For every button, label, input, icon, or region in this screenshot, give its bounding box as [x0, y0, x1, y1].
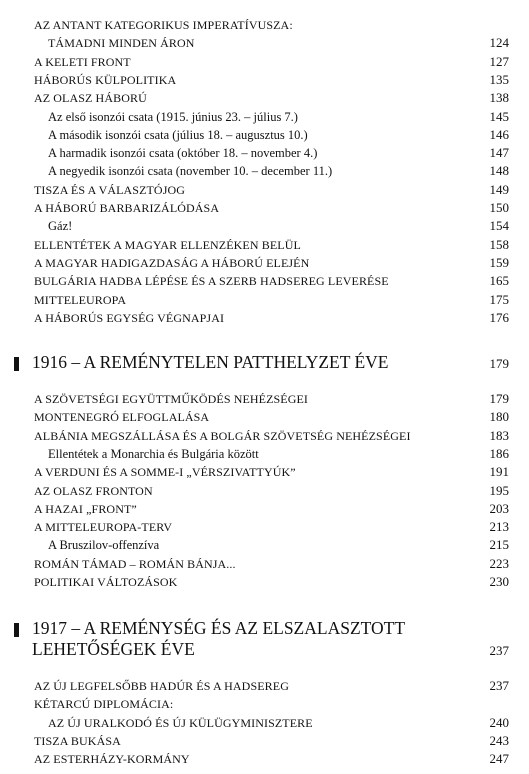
toc-page-number: 147: [489, 145, 509, 160]
toc-page-number: 237: [489, 678, 509, 693]
toc-entry-title: Gáz!: [48, 219, 73, 233]
toc-entry[interactable]: [0, 482, 529, 502]
toc-entry-title: AZ OLASZ FRONTON: [34, 484, 153, 498]
toc-page-number: 138: [489, 90, 509, 105]
toc-page-number: 213: [489, 519, 509, 534]
toc-entry-title: A KELETI FRONT: [34, 55, 131, 69]
toc-entry-title: A HÁBORÚS EGYSÉG VÉGNAPJAI: [34, 311, 225, 325]
toc-entry[interactable]: [0, 732, 529, 752]
toc-entry[interactable]: [0, 217, 529, 237]
toc-entry[interactable]: [0, 518, 529, 538]
toc-page-number: 148: [489, 163, 509, 178]
toc-entry[interactable]: [0, 254, 529, 274]
toc-entry[interactable]: [0, 89, 529, 109]
toc-entry[interactable]: [0, 427, 529, 447]
toc-page-number: 124: [489, 35, 509, 50]
toc-page-number: 247: [489, 751, 509, 766]
toc-entry-title: AZ ANTANT KATEGORIKUS IMPERATÍVUSZA:: [34, 18, 293, 32]
toc-entry[interactable]: [0, 144, 529, 164]
toc-entry[interactable]: [0, 291, 529, 311]
toc-page-number: 159: [489, 255, 509, 270]
toc-page-number: 230: [489, 574, 509, 589]
toc-entry-title: AZ ESTERHÁZY-KORMÁNY: [34, 752, 190, 766]
toc-entry-title: A második isonzói csata (július 18. – augusztus 10.): [48, 128, 308, 142]
toc-entry-title: TISZA ÉS A VÁLASZTÓJOG: [34, 183, 185, 197]
toc-entry[interactable]: [0, 181, 529, 201]
toc-entry-title: Ellentétek a Monarchia és Bulgária között: [48, 447, 259, 461]
toc-entry-title: A harmadik isonzói csata (október 18. – november 4.): [48, 146, 318, 160]
toc-entry[interactable]: [0, 390, 529, 410]
toc-page-number: 223: [489, 556, 509, 571]
toc-entry-title: AZ ÚJ URALKODÓ ÉS ÚJ KÜLÜGYMINISZTERE: [48, 716, 313, 730]
toc-page-number: 195: [489, 483, 509, 498]
toc-entry[interactable]: [0, 199, 529, 219]
toc-entry[interactable]: [0, 445, 529, 465]
toc-entry[interactable]: [0, 573, 529, 593]
toc-entry[interactable]: [0, 750, 529, 770]
toc-page-number: 203: [489, 501, 509, 516]
toc-entry-title: AZ OLASZ HÁBORÚ: [34, 91, 147, 105]
toc-page-number: 145: [489, 109, 509, 124]
chapter-marker-icon: [14, 623, 19, 637]
toc-entry-title: A HÁBORÚ BARBARIZÁLÓDÁSA: [34, 201, 220, 215]
toc-page-number: 175: [489, 292, 509, 307]
toc-entry-title: A Bruszilov-offenzíva: [48, 538, 160, 552]
toc-page-number: 158: [489, 237, 509, 252]
toc-page-number: 135: [489, 72, 509, 87]
toc-page-number: 180: [489, 409, 509, 424]
toc-entry-title: ALBÁNIA MEGSZÁLLÁSA ÉS A BOLGÁR SZÖVETSÉG NEHÉZSÉGEI: [34, 429, 411, 443]
toc-entry-title: A MAGYAR HADIGAZDASÁG A HÁBORÚ ELEJÉN: [34, 256, 310, 270]
toc-page-number: 146: [489, 127, 509, 142]
chapter-title: LEHETŐSÉGEK ÉVE: [32, 639, 195, 659]
chapter-marker-icon: [14, 357, 19, 371]
toc-entry[interactable]: [0, 309, 529, 329]
chapter-title: 1916 – A REMÉNYTELEN PATTHELYZET ÉVE: [32, 352, 389, 372]
toc-page-number: 243: [489, 733, 509, 748]
toc-entry[interactable]: [0, 714, 529, 734]
toc-entry[interactable]: [0, 126, 529, 146]
toc-entry-title: TÁMADNI MINDEN ÁRON: [48, 36, 195, 50]
toc-page-number: 154: [489, 218, 509, 233]
toc-entry[interactable]: [0, 108, 529, 128]
toc-entry-title: A negyedik isonzói csata (november 10. – december 11.): [48, 164, 333, 178]
toc-entry[interactable]: [0, 16, 529, 36]
toc-entry[interactable]: [0, 695, 529, 715]
toc-entry-title: A SZÖVETSÉGI EGYÜTTMŰKÖDÉS NEHÉZSÉGEI: [34, 392, 309, 406]
toc-entry-title: MONTENEGRÓ ELFOGLALÁSA: [34, 410, 210, 424]
toc-entry-title: A MITTELEUROPA-TERV: [34, 520, 173, 534]
toc-entry-title: TISZA BUKÁSA: [34, 734, 121, 748]
toc-entry[interactable]: [0, 536, 529, 556]
toc-entry-title: Az első isonzói csata (1915. június 23. – július 7.): [48, 110, 298, 124]
toc-entry-title: HÁBORÚS KÜLPOLITIKA: [34, 73, 177, 87]
toc-entry[interactable]: [0, 408, 529, 428]
toc-entry[interactable]: [0, 272, 529, 292]
toc-page-number: 176: [489, 310, 509, 325]
toc-entry[interactable]: [0, 162, 529, 182]
toc-entry[interactable]: [0, 500, 529, 520]
toc-page-number: 186: [489, 446, 509, 461]
toc-page-number: 150: [489, 200, 509, 215]
toc-entry-title: MITTELEUROPA: [34, 293, 127, 307]
toc-entry-title: POLITIKAI VÁLTOZÁSOK: [34, 575, 178, 589]
toc-page-number: 240: [489, 715, 509, 730]
toc-entry-title: A VERDUNI ÉS A SOMME-I „VÉRSZIVATTYÚK”: [34, 465, 296, 479]
toc-entry-title: AZ ÚJ LEGFELSŐBB HADÚR ÉS A HADSEREG: [34, 679, 289, 693]
toc-entry-title: ELLENTÉTEK A MAGYAR ELLENZÉKEN BELÜL: [34, 238, 301, 252]
toc-page-number: 149: [489, 182, 509, 197]
toc-entry[interactable]: [0, 71, 529, 91]
toc-entry-title: A HAZAI „FRONT”: [34, 502, 137, 516]
toc-entry[interactable]: [0, 677, 529, 697]
chapter-page-number: 237: [489, 643, 509, 658]
toc-entry[interactable]: [0, 236, 529, 256]
toc-entry[interactable]: [0, 34, 529, 54]
toc-page-number: 165: [489, 273, 509, 288]
toc-entry-title: ROMÁN TÁMAD – ROMÁN BÁNJA...: [34, 557, 236, 571]
toc-entry[interactable]: [0, 53, 529, 73]
toc-page-number: 179: [489, 391, 509, 406]
toc-entry-title: KÉTARCÚ DIPLOMÁCIA:: [34, 697, 174, 711]
toc-page-number: 183: [489, 428, 509, 443]
toc-entry[interactable]: [0, 463, 529, 483]
chapter-page-number: 179: [489, 356, 509, 371]
toc-page-number: 191: [489, 464, 509, 479]
chapter-title: 1917 – A REMÉNYSÉG ÉS AZ ELSZALASZTOTT: [32, 618, 406, 638]
toc-entry[interactable]: [0, 555, 529, 575]
toc-entry-title: BULGÁRIA HADBA LÉPÉSE ÉS A SZERB HADSEREG LEVERÉSE: [34, 274, 389, 288]
toc-page-number: 127: [489, 54, 509, 69]
toc-page-number: 215: [489, 537, 509, 552]
